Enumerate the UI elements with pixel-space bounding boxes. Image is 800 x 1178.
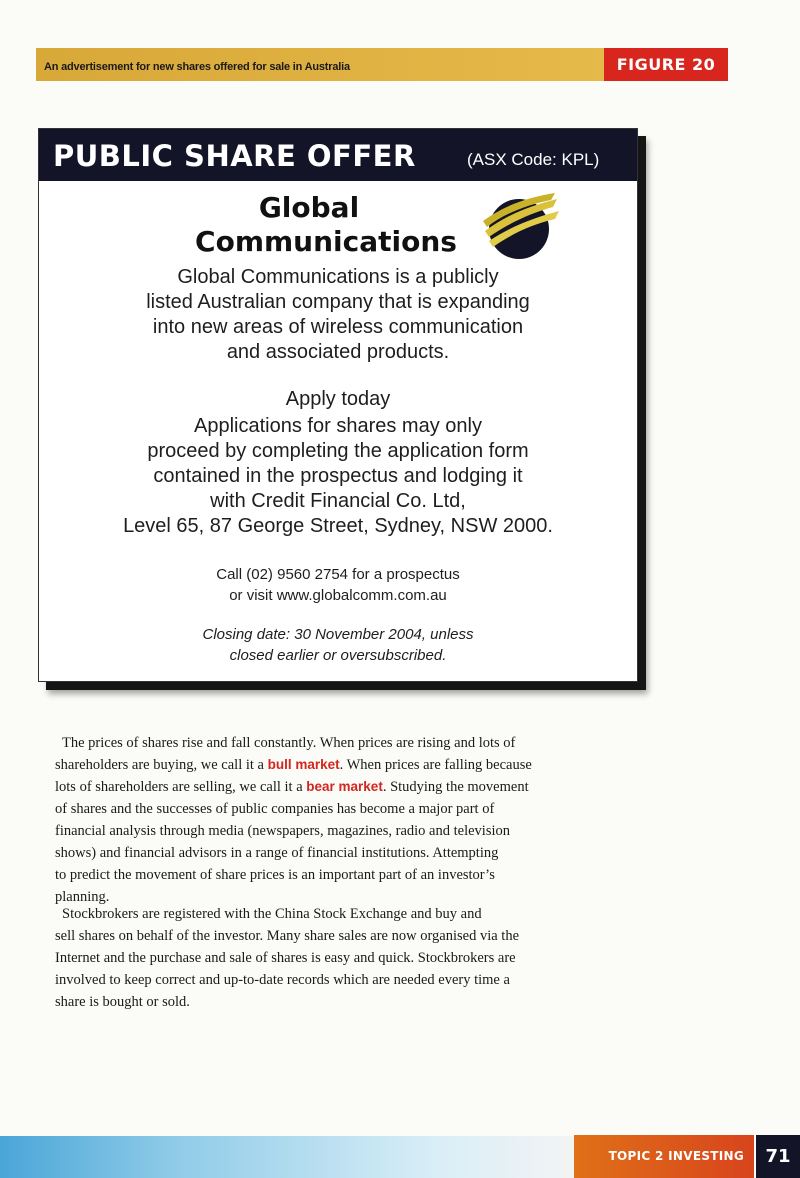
ad-header-title: PUBLIC SHARE OFFER xyxy=(53,139,416,173)
text-line: planning. xyxy=(55,889,110,905)
apply-line: with Credit Financial Co. Ltd, xyxy=(210,490,466,512)
ad-header-code: (ASX Code: KPL) xyxy=(467,150,600,169)
text-line: The prices of shares rise and fall constantly. When prices are rising and lots of xyxy=(62,735,516,751)
apply-line: proceed by completing the application form xyxy=(147,440,529,462)
text-line: sell shares on behalf of the investor. Many share sales are now organised via the xyxy=(55,928,519,944)
ad-description-line: and associated products. xyxy=(226,341,450,363)
share-offer-advertisement xyxy=(38,128,638,682)
ad-description-line: listed Australian company that is expanding xyxy=(146,291,530,313)
globe-logo-icon xyxy=(479,191,559,261)
website-line: or visit www.globalcomm.com.au xyxy=(229,587,447,604)
figure-label: FIGURE 20 xyxy=(604,48,728,81)
closing-date-line: closed earlier or oversubscribed. xyxy=(229,647,447,664)
company-name-line2: Communications xyxy=(195,225,457,258)
figure-caption: An advertisement for new shares offered for sale in Australia xyxy=(44,61,350,73)
text-line: to predict the movement of share prices is an important part of an investor’s xyxy=(55,867,495,883)
figure-caption-bar xyxy=(36,48,604,81)
text-line: shareholders are buying, we call it a bull market. When prices are falling because xyxy=(55,757,532,773)
closing-date-line: Closing date: 30 November 2004, unless xyxy=(202,626,474,643)
bull-market-term: bull market xyxy=(267,757,340,772)
apply-line: contained in the prospectus and lodging it xyxy=(153,465,523,487)
ad-description-line: Global Communications is a publicly xyxy=(177,266,499,288)
ad-header xyxy=(39,129,637,181)
text-line: involved to keep correct and up-to-date records which are needed every time a xyxy=(55,972,510,988)
apply-address: Level 65, 87 George Street, Sydney, NSW 2000. xyxy=(123,515,553,537)
footer-band xyxy=(0,1136,580,1178)
text-line: share is bought or sold. xyxy=(55,994,190,1010)
text-line: of shares and the successes of public companies has become a major part of xyxy=(55,801,495,817)
ad-description-line: into new areas of wireless communication xyxy=(152,316,524,338)
bear-market-term: bear market xyxy=(306,779,383,794)
text-line: shows) and financial advisors in a range of financial institutions. Attempting xyxy=(55,845,499,861)
text-line: lots of shareholders are selling, we call it a bear market. Studying the movement xyxy=(55,779,529,795)
apply-line: Applications for shares may only xyxy=(194,415,482,437)
footer-topic: TOPIC 2 INVESTING xyxy=(574,1135,754,1178)
text-line: Stockbrokers are registered with the China Stock Exchange and buy and xyxy=(62,906,482,922)
apply-heading: Apply today xyxy=(285,388,391,410)
text-line: Internet and the purchase and sale of shares is easy and quick. Stockbrokers are xyxy=(55,950,516,966)
company-name-line1: Global xyxy=(258,191,360,224)
text-line: financial analysis through media (newspapers, magazines, radio and television xyxy=(55,823,510,839)
page-number: 71 xyxy=(756,1135,800,1178)
call-line: Call (02) 9560 2754 for a prospectus xyxy=(216,566,460,583)
